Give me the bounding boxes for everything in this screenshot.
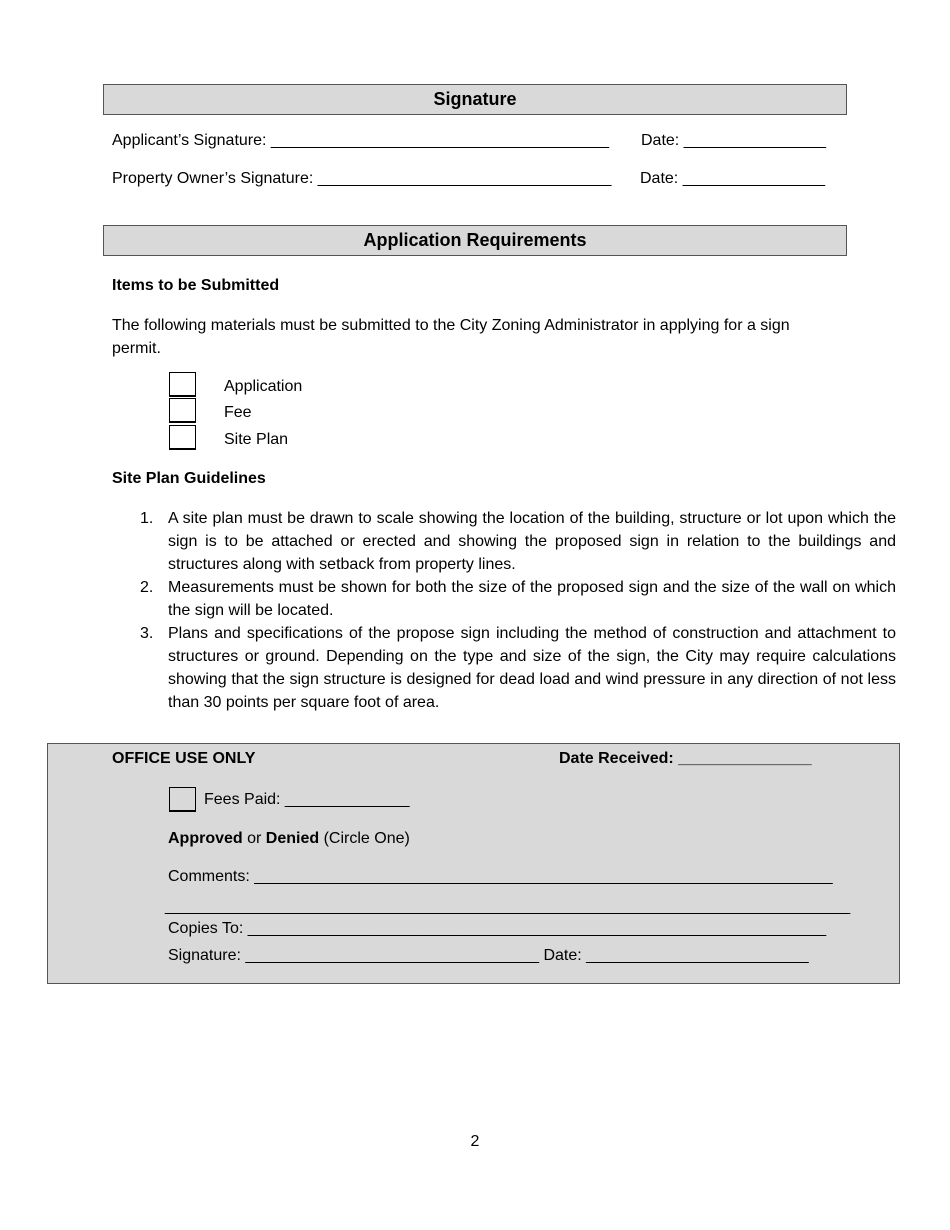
- or-text: or: [242, 830, 266, 847]
- guideline-item: Plans and specifications of the propose sign including the method of construction and attachment to structures or ground. Depending on the type and size of the sign, the City may require calculations showing that the sign structure is designed for dead load and wind pressure in any direction of not less than 30 points per square foot of area.: [168, 625, 896, 711]
- requirements-section-header: [103, 225, 847, 256]
- approval-status-line: [168, 830, 410, 848]
- office-signature-text: Signature: _________________________________: [168, 947, 540, 964]
- fees-paid-checkbox[interactable]: [169, 787, 196, 812]
- requirements-intro: The following materials must be submitted to the City Zoning Administrator in applying for a sign permit.: [112, 317, 790, 357]
- owner-date-line[interactable]: Date: ________________: [640, 170, 826, 187]
- guideline-item: A site plan must be drawn to scale showing the location of the building, structure or lot upon which the sign is to be attached or erected and showing the proposed sign in relation to the buildings and structures along with setback from property lines.: [168, 510, 896, 573]
- comments-continuation-line[interactable]: _____________________________________________________________________________: [165, 898, 851, 915]
- applicant-date-line[interactable]: Date: ________________: [641, 132, 827, 149]
- fees-paid-line[interactable]: Fees Paid: ______________: [204, 791, 410, 808]
- guidelines-heading: Site Plan Guidelines: [112, 470, 266, 487]
- date-received-line[interactable]: [559, 750, 812, 768]
- office-signature-line[interactable]: [168, 947, 809, 965]
- page-number: 2: [470, 1133, 480, 1150]
- fee-checkbox[interactable]: [169, 398, 196, 423]
- comments-line[interactable]: Comments: _________________________________________________________________: [168, 868, 833, 885]
- guideline-item: Measurements must be shown for both the size of the proposed sign and the size of the wall on which the sign will be located.: [168, 579, 896, 619]
- date-received-text: Date Received: _______________: [559, 750, 812, 767]
- signature-section-header: [103, 84, 847, 115]
- denied-option[interactable]: Denied: [265, 830, 320, 847]
- items-heading: Items to be Submitted: [112, 277, 280, 294]
- site-plan-checkbox[interactable]: [169, 425, 196, 450]
- approved-option[interactable]: Approved: [168, 830, 243, 847]
- fee-check-label: Fee: [224, 404, 252, 421]
- applicant-signature-line[interactable]: Applicant’s Signature: ______________________________________: [112, 132, 610, 149]
- signature-section-title: Signature: [433, 89, 517, 109]
- application-checkbox[interactable]: [169, 372, 196, 397]
- copies-to-line[interactable]: Copies To: _________________________________________________________________: [168, 920, 827, 937]
- office-use-heading: OFFICE USE ONLY: [112, 750, 256, 767]
- circle-one-text: (Circle One): [319, 830, 410, 847]
- requirements-section-title: Application Requirements: [363, 230, 587, 250]
- site-plan-check-label: Site Plan: [224, 431, 289, 448]
- owner-signature-line[interactable]: Property Owner’s Signature: _________________________________: [112, 170, 612, 187]
- application-check-label: Application: [224, 378, 303, 395]
- office-date-text: Date: _________________________: [539, 947, 809, 964]
- guidelines-list: [112, 507, 896, 714]
